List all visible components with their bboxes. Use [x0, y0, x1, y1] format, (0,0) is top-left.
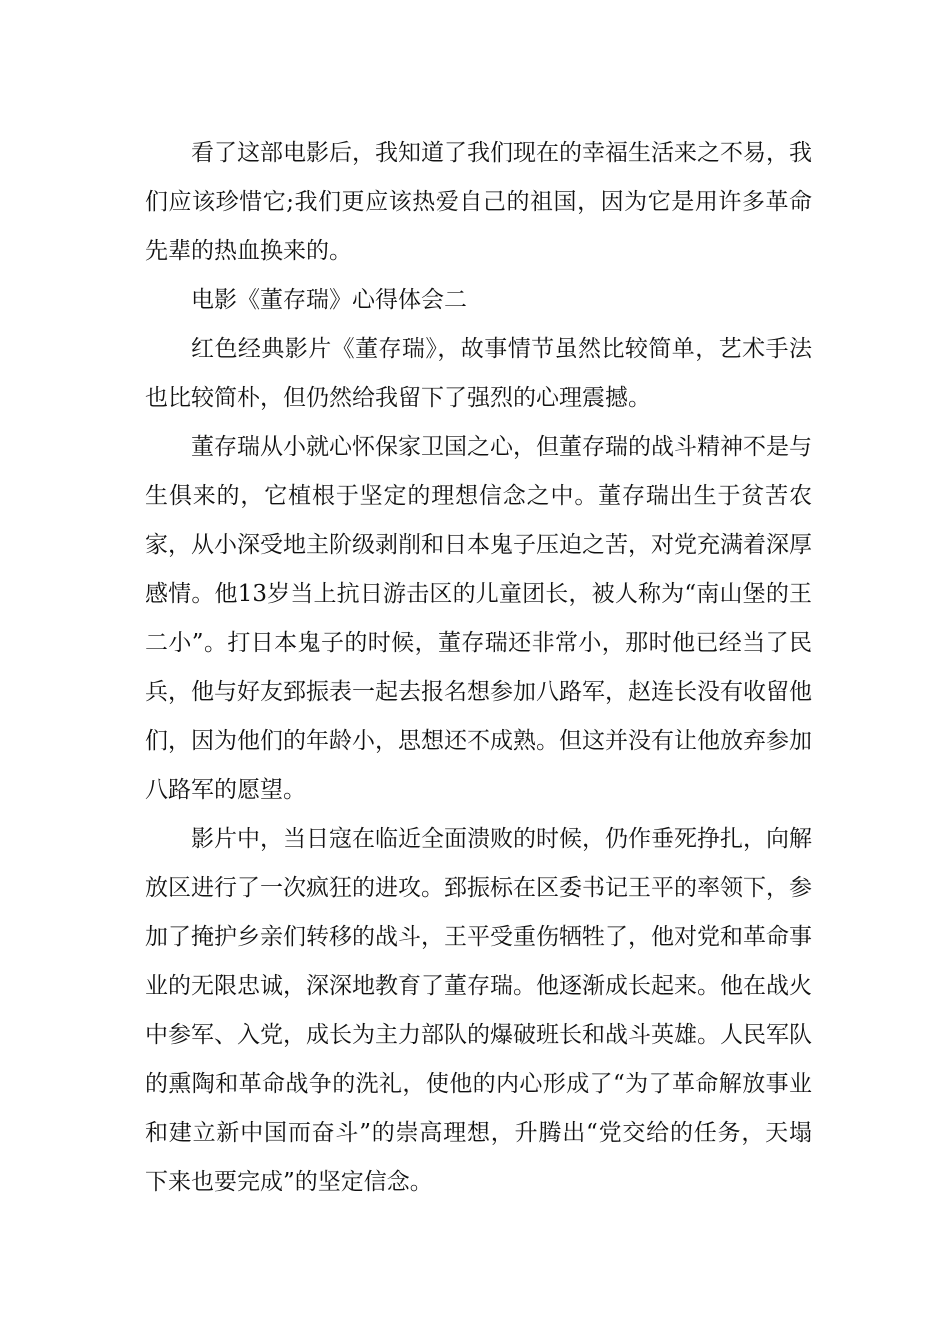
paragraph-film-impression: 红色经典影片《董存瑞》，故事情节虽然比较简单，艺术手法也比较简朴，但仍然给我留下了强烈的心理震撼。 — [145, 336, 812, 411]
paragraph-growth: 影片中，当日寇在临近全面溃败的时候，仍作垂死挣扎，向解放区进行了一次疯狂的进攻。郅振标在区委书记王平的率领下，参加了掩护乡亲们转移的战斗，王平受重伤牺牲了，他对党和革命事业的无限忠诚，深深地教育了董存瑞。他逐渐成长起来。他在战火中参军、入党，成长为主力部队的爆破班长和战斗英雄。人民军队的熏陶和革命战争的洗礼，使他的内心形成了“为了革命解放事业和建立新中国而奋斗”的崇高理想，升腾出“党交给的任务，天塌下来也要完成”的坚定信念。 — [145, 826, 812, 1195]
document-body — [145, 129, 812, 1207]
paragraph-intro-conclusion: 看了这部电影后，我知道了我们现在的幸福生活来之不易，我们应该珍惜它;我们更应该热爱自己的祖国，因为它是用许多革命先辈的热血换来的。 — [145, 140, 812, 264]
paragraph-background: 董存瑞从小就心怀保家卫国之心，但董存瑞的战斗精神不是与生俱来的，它植根于坚定的理想信念之中。董存瑞出生于贫苦农家，从小深受地主阶级剥削和日本鬼子压迫之苦，对党充满着深厚感情。他13岁当上抗日游击区的儿童团长，被人称为“南山堡的王二小”。打日本鬼子的时候，董存瑞还非常小，那时他已经当了民兵，他与好友郅振表一起去报名想参加八路军，赵连长没有收留他们，因为他们的年龄小，思想还不成熟。但这并没有让他放弃参加八路军的愿望。 — [145, 434, 812, 803]
section-heading: 电影《董存瑞》心得体会二 — [191, 287, 467, 313]
